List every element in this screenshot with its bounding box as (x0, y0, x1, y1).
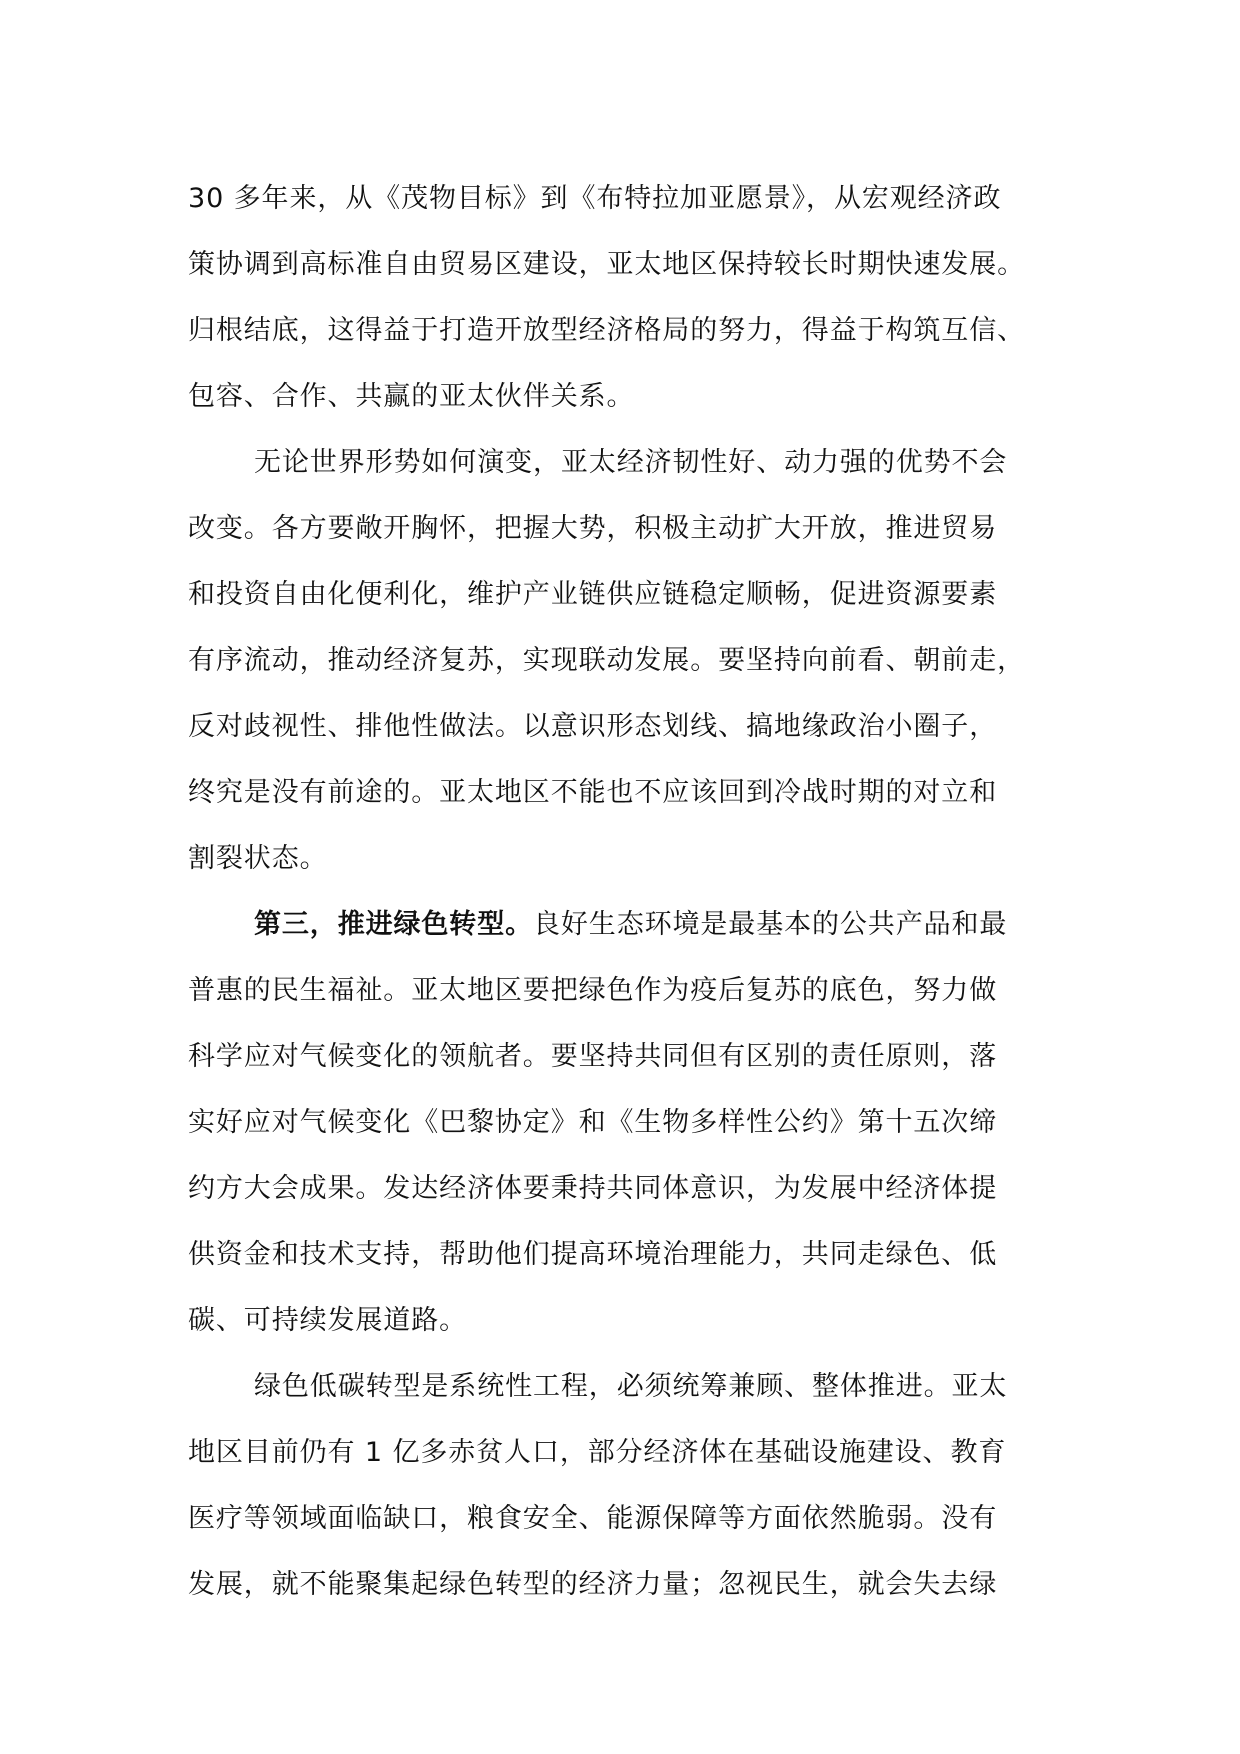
text-line: 约方大会成果。发达经济体要秉持共同体意识，为发展中经济体提 (188, 1173, 998, 1204)
text-line: 反对歧视性、排他性做法。以意识形态划线、搞地缘政治小圈子， (188, 711, 998, 742)
text-line-rest: 良好生态环境是最基本的公共产品和最 (533, 909, 1008, 940)
text-line: 和投资自由化便利化，维护产业链供应链稳定顺畅，促进资源要素 (188, 579, 998, 610)
text-line: 策协调到高标准自由贸易区建设，亚太地区保持较长时期快速发展。 (188, 249, 1025, 280)
text-line: 科学应对气候变化的领航者。要坚持共同但有区别的责任原则，落 (188, 1041, 998, 1072)
text-line: 割裂状态。 (188, 843, 328, 874)
text-line: 包容、合作、共赢的亚太伙伴关系。 (188, 381, 635, 412)
text-line (188, 892, 1088, 958)
text-line: 归根结底，这得益于打造开放型经济格局的努力，得益于构筑互信、 (188, 315, 1025, 346)
text-line: 无论世界形势如何演变，亚太经济韧性好、动力强的优势不会 (254, 447, 1008, 478)
text-line: 实好应对气候变化《巴黎协定》和《生物多样性公约》第十五次缔 (188, 1107, 998, 1138)
text-line: 地区目前仍有 1 亿多赤贫人口，部分经济体在基础设施建设、教育 (188, 1437, 1007, 1468)
document-body (188, 166, 1088, 1618)
text-line: 绿色低碳转型是系统性工程，必须统筹兼顾、整体推进。亚太 (254, 1371, 1008, 1402)
text-line: 医疗等领域面临缺口，粮食安全、能源保障等方面依然脆弱。没有 (188, 1503, 998, 1534)
text-line: 有序流动，推动经济复苏，实现联动发展。要坚持向前看、朝前走， (188, 645, 1025, 676)
text-line: 发展，就不能聚集起绿色转型的经济力量；忽视民生，就会失去绿 (188, 1569, 998, 1600)
section-lead-heading: 第三，推进绿色转型。 (254, 909, 533, 940)
text-line: 终究是没有前途的。亚太地区不能也不应该回到冷战时期的对立和 (188, 777, 998, 808)
text-line: 碳、可持续发展道路。 (188, 1305, 467, 1336)
text-line: 30 多年来，从《茂物目标》到《布特拉加亚愿景》，从宏观经济政 (188, 183, 1002, 214)
text-line: 供资金和技术支持，帮助他们提高环境治理能力，共同走绿色、低 (188, 1239, 998, 1270)
text-line: 改变。各方要敞开胸怀，把握大势，积极主动扩大开放，推进贸易 (188, 513, 998, 544)
text-line: 普惠的民生福祉。亚太地区要把绿色作为疫后复苏的底色，努力做 (188, 975, 998, 1006)
